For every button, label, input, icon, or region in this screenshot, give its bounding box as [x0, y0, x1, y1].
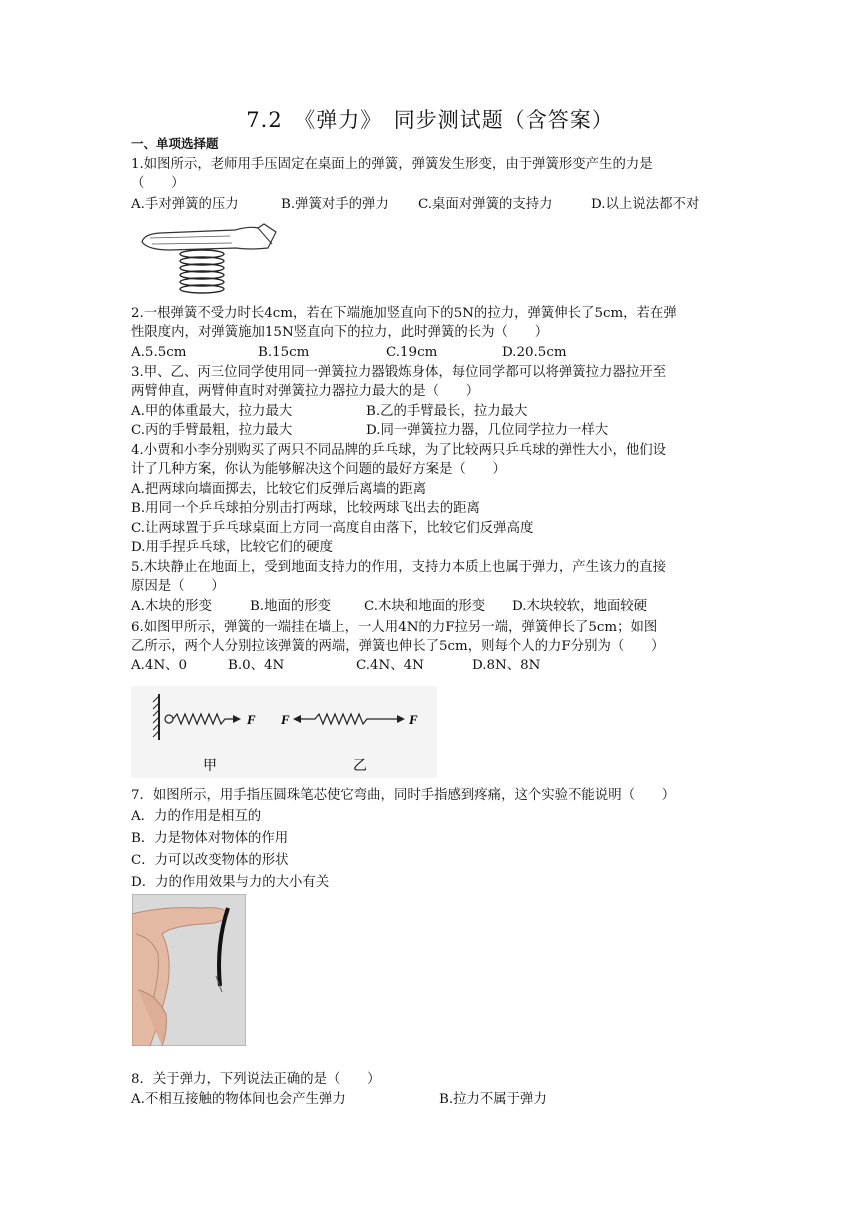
q2-option-d: D.20.5cm — [502, 345, 567, 360]
q4-stem-line1: 4.小贾和小李分别购买了两只不同品牌的乒乓球，为了比较两只乒乓球的弹性大小，他们设 — [131, 443, 667, 458]
q3-option-d: D.同一弹簧拉力器，几位同学拉力一样大 — [366, 423, 609, 438]
q1-stem-line2: （ ） — [131, 176, 185, 191]
q7-option-c: C．力可以改变物体的形状 — [131, 853, 289, 868]
q4-option-d: D.用手捏乒乓球，比较它们的硬度 — [131, 540, 333, 555]
section-heading: 一、单项选择题 — [131, 136, 219, 151]
q5-option-a: A.木块的形变 — [131, 599, 212, 614]
page-title: 7.2 《弹力》 同步测试题（含答案） — [246, 108, 614, 132]
q4-option-a: A.把两球向墙面掷去，比较它们反弹后离墙的距离 — [131, 482, 427, 497]
fig-label-yi: 乙 — [353, 758, 367, 774]
q2-stem-line2: 性限度内，对弹簧施加15N竖直向下的拉力，此时弹簧的长为（ ） — [131, 325, 549, 340]
q6-option-d: D.8N、8N — [472, 658, 541, 673]
q4-option-b: B.用同一个乒乓球拍分别击打两球，比较两球飞出去的距离 — [131, 501, 480, 516]
q4-option-c: C.让两球置于乒乓球桌面上方同一高度自由落下，比较它们反弹高度 — [131, 521, 534, 536]
force-label-yi-left: F — [281, 712, 290, 727]
q1-stem-line1: 1.如图所示，老师用手压固定在桌面上的弹簧，弹簧发生形变，由于弹簧形变产生的力是 — [131, 157, 653, 172]
q8-option-b: B.拉力不属于弹力 — [439, 1092, 547, 1107]
force-label-yi-right: F — [409, 712, 418, 727]
q1-option-d: D.以上说法都不对 — [591, 197, 700, 212]
hand-pressing-spring-figure — [140, 218, 280, 294]
finger-bending-pen-refill-photo — [132, 894, 246, 1046]
q7-option-d: D．力的作用效果与力的大小有关 — [131, 875, 330, 890]
q5-option-c: C.木块和地面的形变 — [364, 599, 486, 614]
force-label-jia: F — [247, 712, 256, 727]
fig-label-jia: 甲 — [203, 758, 217, 774]
q7-option-b: B．力是物体对物体的作用 — [131, 831, 289, 846]
q6-option-b: B.0、4N — [228, 658, 285, 673]
q6-option-a: A.4N、0 — [131, 658, 188, 673]
spring-force-figure — [131, 686, 437, 778]
q2-option-b: B.15cm — [258, 345, 310, 360]
q2-option-c: C.19cm — [386, 345, 438, 360]
q5-stem-line1: 5.木块静止在地面上，受到地面支持力的作用，支持力本质上也属于弹力，产生该力的直接 — [131, 560, 667, 575]
q3-option-a: A.甲的体重最大，拉力最大 — [131, 404, 293, 419]
q8-option-a: A.不相互接触的物体间也会产生弹力 — [131, 1092, 346, 1107]
q6-stem-line1: 6.如图甲所示，弹簧的一端挂在墙上，一人用4N的力F拉另一端，弹簧伸长了5cm；如图 — [131, 620, 658, 635]
q8-stem-line1: 8．关于弹力，下列说法正确的是（ ） — [131, 1072, 381, 1087]
q7-stem-line1: 7．如图所示，用手指压圆珠笔芯使它弯曲，同时手指感到疼痛，这个实验不能说明（ ） — [131, 788, 676, 803]
q3-stem-line2: 两臂伸直，两臂伸直时对弹簧拉力器拉力最大的是（ ） — [131, 384, 480, 399]
q7-option-a: A．力的作用是相互的 — [131, 809, 262, 824]
q6-option-c: C.4N、4N — [356, 658, 424, 673]
q3-option-b: B.乙的手臂最长，拉力最大 — [366, 404, 528, 419]
q2-option-a: A.5.5cm — [131, 345, 187, 360]
q5-stem-line2: 原因是（ ） — [131, 579, 225, 594]
q1-option-c: C.桌面对弹簧的支持力 — [418, 197, 553, 212]
q6-stem-line2: 乙所示，两个人分别拉该弹簧的两端，弹簧也伸长了5cm，则每个人的力F分别为（ ） — [131, 639, 665, 654]
q1-option-a: A.手对弹簧的压力 — [131, 197, 239, 212]
q5-option-d: D.木块较软，地面较硬 — [512, 599, 648, 614]
q1-option-b: B.弹簧对手的弹力 — [281, 197, 389, 212]
q3-stem-line1: 3.甲、乙、丙三位同学使用同一弹簧拉力器锻炼身体，每位同学都可以将弹簧拉力器拉开至 — [131, 365, 667, 380]
q5-option-b: B.地面的形变 — [250, 599, 332, 614]
q2-stem-line1: 2.一根弹簧不受力时长4cm，若在下端施加竖直向下的5N的拉力，弹簧伸长了5cm，若在弹 — [131, 306, 677, 321]
q4-stem-line2: 计了几种方案，你认为能够解决这个问题的最好方案是（ ） — [131, 462, 506, 477]
q3-option-c: C.丙的手臂最粗，拉力最大 — [131, 423, 293, 438]
